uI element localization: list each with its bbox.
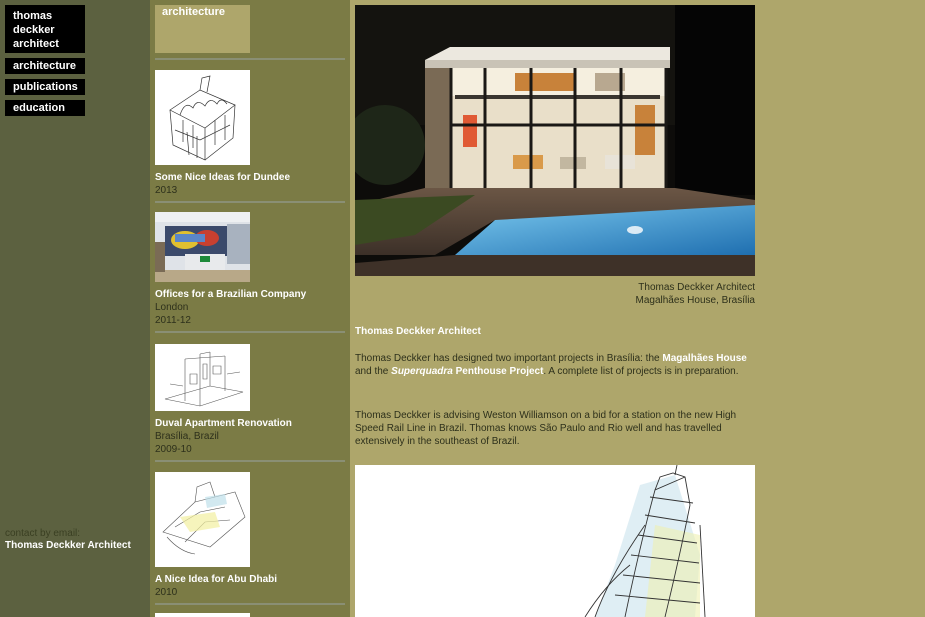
divider [155,331,345,333]
sketch-image [355,465,755,617]
project-item-dundee[interactable] [155,70,345,197]
sketch-thumbnail-image [155,344,250,411]
project-item-abu-dhabi[interactable] [155,472,345,599]
project-title[interactable]: Some Nice Ideas for Dundee [155,172,291,183]
nav-item-label: architecture [13,60,76,72]
project-item-brazilian-offices[interactable] [155,212,345,327]
section-heading: Thomas Deckker Architect [355,326,481,337]
penthouse-project-link[interactable]: Penthouse Project [452,366,544,377]
intro-paragraph [355,352,755,378]
contact-email-link[interactable]: Thomas Deckker Architect [5,540,131,551]
nav-item-publications[interactable] [5,79,85,95]
divider [155,603,345,605]
superquadra-link[interactable]: Superquadra [391,366,453,377]
main-content [350,0,925,617]
project-title[interactable]: Offices for a Brazilian Company [155,289,307,300]
caption-credit: Thomas Deckker Architect [638,282,755,293]
project-year: 2010 [155,587,178,598]
sketch-thumbnail-image [155,70,250,165]
nav-item-education[interactable] [5,100,85,116]
project-year: 2011-12 [155,315,191,326]
left-column [0,0,150,617]
project-thumbnail[interactable] [155,212,250,282]
paragraph-text: Thomas Deckker has designed two important projects in Brasília: the [355,353,663,364]
logo-line: thomas [13,10,53,22]
divider [155,201,345,203]
office-thumbnail-image [155,212,250,282]
category-label: architecture [162,6,225,18]
project-item-duval-apartment[interactable] [155,344,345,456]
magalhaes-house-photo [355,5,755,276]
project-year: 2013 [155,185,178,196]
magalhaes-house-link[interactable]: Magalhães House [662,353,747,364]
station-sketch-drawing [355,465,755,617]
sketch-thumbnail-image [155,472,250,567]
paragraph-text: . A complete list of projects is in preparation. [543,366,739,377]
project-title[interactable]: Duval Apartment Renovation [155,418,292,429]
hero-image [355,5,755,276]
project-thumbnail[interactable] [155,613,250,617]
project-title[interactable]: A Nice Idea for Abu Dhabi [155,574,278,585]
project-list-column [150,0,350,617]
project-thumbnail[interactable] [155,472,250,567]
divider [155,460,345,462]
category-box[interactable] [155,5,250,53]
site-logo[interactable] [5,5,85,53]
image-caption [355,281,755,307]
divider [155,58,345,60]
contact-label: contact by email: [5,528,81,539]
project-location: London [155,302,189,313]
paragraph-text: and the [355,366,392,377]
caption-title: Magalhães House, Brasília [635,295,755,306]
logo-line: architect [13,38,59,50]
logo-line: deckker [13,24,55,36]
project-year: 2009-10 [155,444,192,455]
nav-item-label: education [13,102,65,114]
project-location: Brasília, Brazil [155,431,219,442]
project-thumbnail[interactable] [155,70,250,165]
rail-paragraph: Thomas Deckker is advising Weston Williamson on a bid for a station on the new High Speed Rail Line in Brazil. Thomas knows São Paulo and Rio well and has travelled extensively in the southeast of Brazil. [355,410,737,447]
nav-item-label: publications [13,81,78,93]
project-thumbnail[interactable] [155,344,250,411]
nav-item-architecture[interactable] [5,58,85,74]
